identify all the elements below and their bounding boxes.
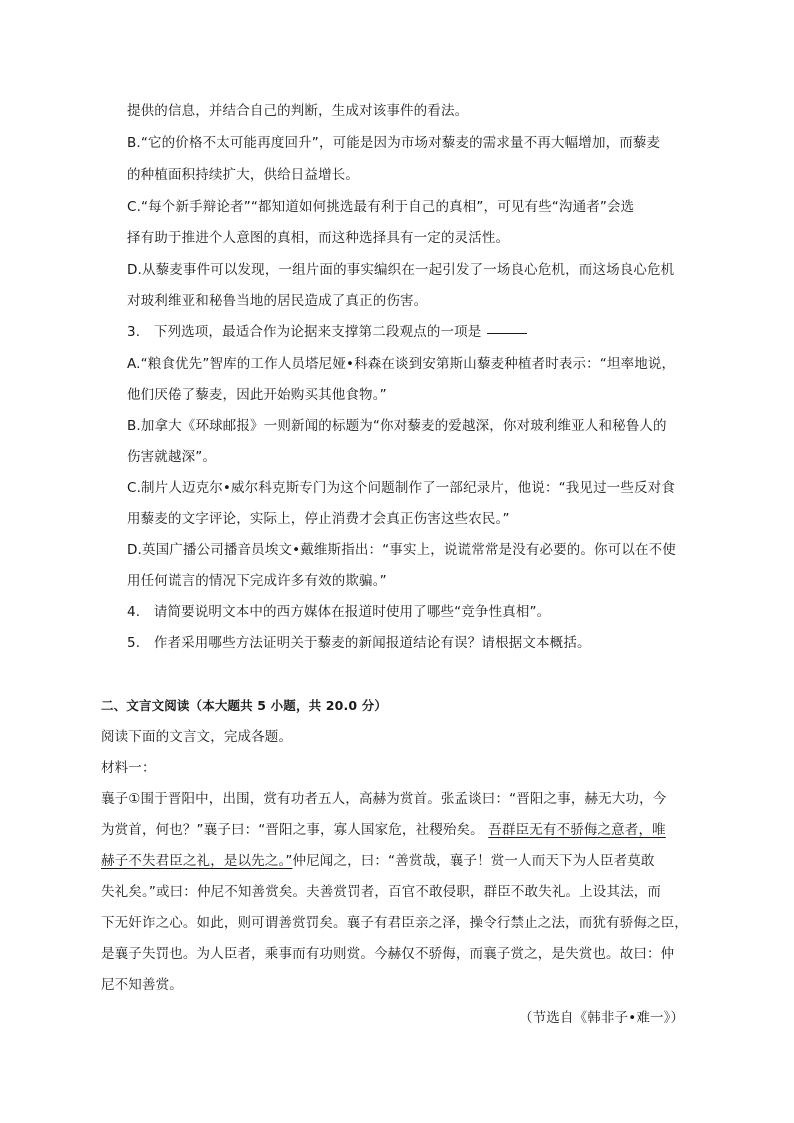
option-d-line-2: 对玻利维亚和秘鲁当地的居民造成了真正的伤害。 — [127, 293, 428, 309]
passage-line-7: 尼不知善赏。 — [101, 977, 183, 993]
passage-line-4: 失礼矣。”或曰：仲尼不知善赏矣。夫善赏罚者，百官不敢侵职，群臣不敢失礼。上设其法，而 — [101, 884, 662, 900]
passage-line-3 — [101, 851, 655, 871]
answer-blank — [487, 332, 527, 334]
q3-option-b-line-1: B.加拿大《环球邮报》一则新闻的标题为“你对藜麦的爱越深，你对玻利维亚人和秘鲁人的 — [127, 418, 667, 434]
q3-option-a-line-2: 他们厌倦了藜麦，因此开始购买其他食物。” — [127, 387, 387, 403]
section-heading: 二、文言文阅读（本大题共 5 小题，共 20.0 分） — [101, 698, 387, 713]
option-c-line-2: 择有助于推进个人意图的真相，而这种选择具有一定的灵活性。 — [127, 230, 510, 246]
question-3-text: 3. 下列选项，最适合作为论据来支撑第二段观点的一项是 — [127, 324, 482, 340]
passage-line-5: 下无奸诈之心。如此，则可谓善赏罚矣。襄子有君臣亲之泽，操令行禁止之法，而犹有骄侮之臣， — [101, 915, 688, 931]
section-instruction: 阅读下面的文言文，完成各题。 — [101, 729, 293, 745]
passage-line-2 — [101, 820, 666, 840]
q3-option-a-line-1: A.“粮食优先”智库的工作人员塔尼娅•科森在谈到安第斯山藜麦种植者时表示：“坦率地说， — [127, 356, 676, 372]
passage-line-6: 是襄子失罚也。为人臣者，乘事而有功则赏。今赫仅不骄侮，而襄子赏之，是失赏也。故曰：仲 — [101, 946, 675, 962]
question-4: 4. 请简要说明文本中的西方媒体在报道时使用了哪些“竞争性真相”。 — [127, 604, 551, 620]
q3-option-b-line-2: 伤害就越深”。 — [127, 449, 217, 465]
option-b-line-2: 的种植面积持续扩大，供给日益增长。 — [127, 167, 360, 183]
passage-line-1: 襄子①围于晋阳中，出围，赏有功者五人，高赫为赏首。张孟谈曰：“晋阳之事，赫无大功，今 — [101, 791, 667, 807]
underlined-sentence-part-1: 吾群臣无有不骄侮之意者，唯 — [488, 822, 666, 838]
source-citation: （节选自《韩非子•难一》） — [519, 1010, 685, 1026]
intro-end-line: 提供的信息，并结合自己的判断，生成对该事件的看法。 — [127, 103, 469, 119]
question-3-stem — [127, 322, 527, 342]
underlined-sentence-part-2: 赫子不失君臣之礼，是以先之。” — [101, 853, 293, 869]
material-label: 材料一： — [101, 760, 156, 776]
q3-option-d-line-2: 用任何谎言的情况下完成许多有效的欺骗。” — [127, 573, 387, 589]
option-d-line-1: D.从藜麦事件可以发现，一组片面的事实编织在一起引发了一场良心危机，而这场良心危机 — [127, 262, 675, 278]
passage-line-3-plain: 仲尼闻之，曰：“善赏哉，襄子！赏一人而天下为人臣者莫敢 — [292, 853, 655, 869]
passage-line-2-plain: 为赏首，何也？”襄子曰：“晋阳之事，寡人国家危，社稷殆矣。 — [101, 822, 484, 838]
q3-option-d-line-1: D.英国广播公司播音员埃文•戴维斯指出：“事实上，说谎常常是没有必要的。你可以在不使 — [127, 542, 676, 558]
question-5: 5. 作者采用哪些方法证明关于藜麦的新闻报道结论有误？请根据文本概括。 — [127, 635, 591, 651]
option-b-line-1: B.“它的价格不太可能再度回升”，可能是因为市场对藜麦的需求量不再大幅增加，而藜麦 — [127, 135, 661, 151]
option-c-line-1: C.“每个新手辩论者”“都知道如何挑选最有利于自己的真相”，可见有些“沟通者”会选 — [127, 199, 635, 215]
q3-option-c-line-1: C.制片人迈克尔•威尔科克斯专门为这个问题制作了一部纪录片，他说：“我见过一些反对食 — [127, 480, 675, 496]
q3-option-c-line-2: 用藜麦的文字评论，实际上，停止消费才会真正伤害这些农民。” — [127, 511, 510, 527]
